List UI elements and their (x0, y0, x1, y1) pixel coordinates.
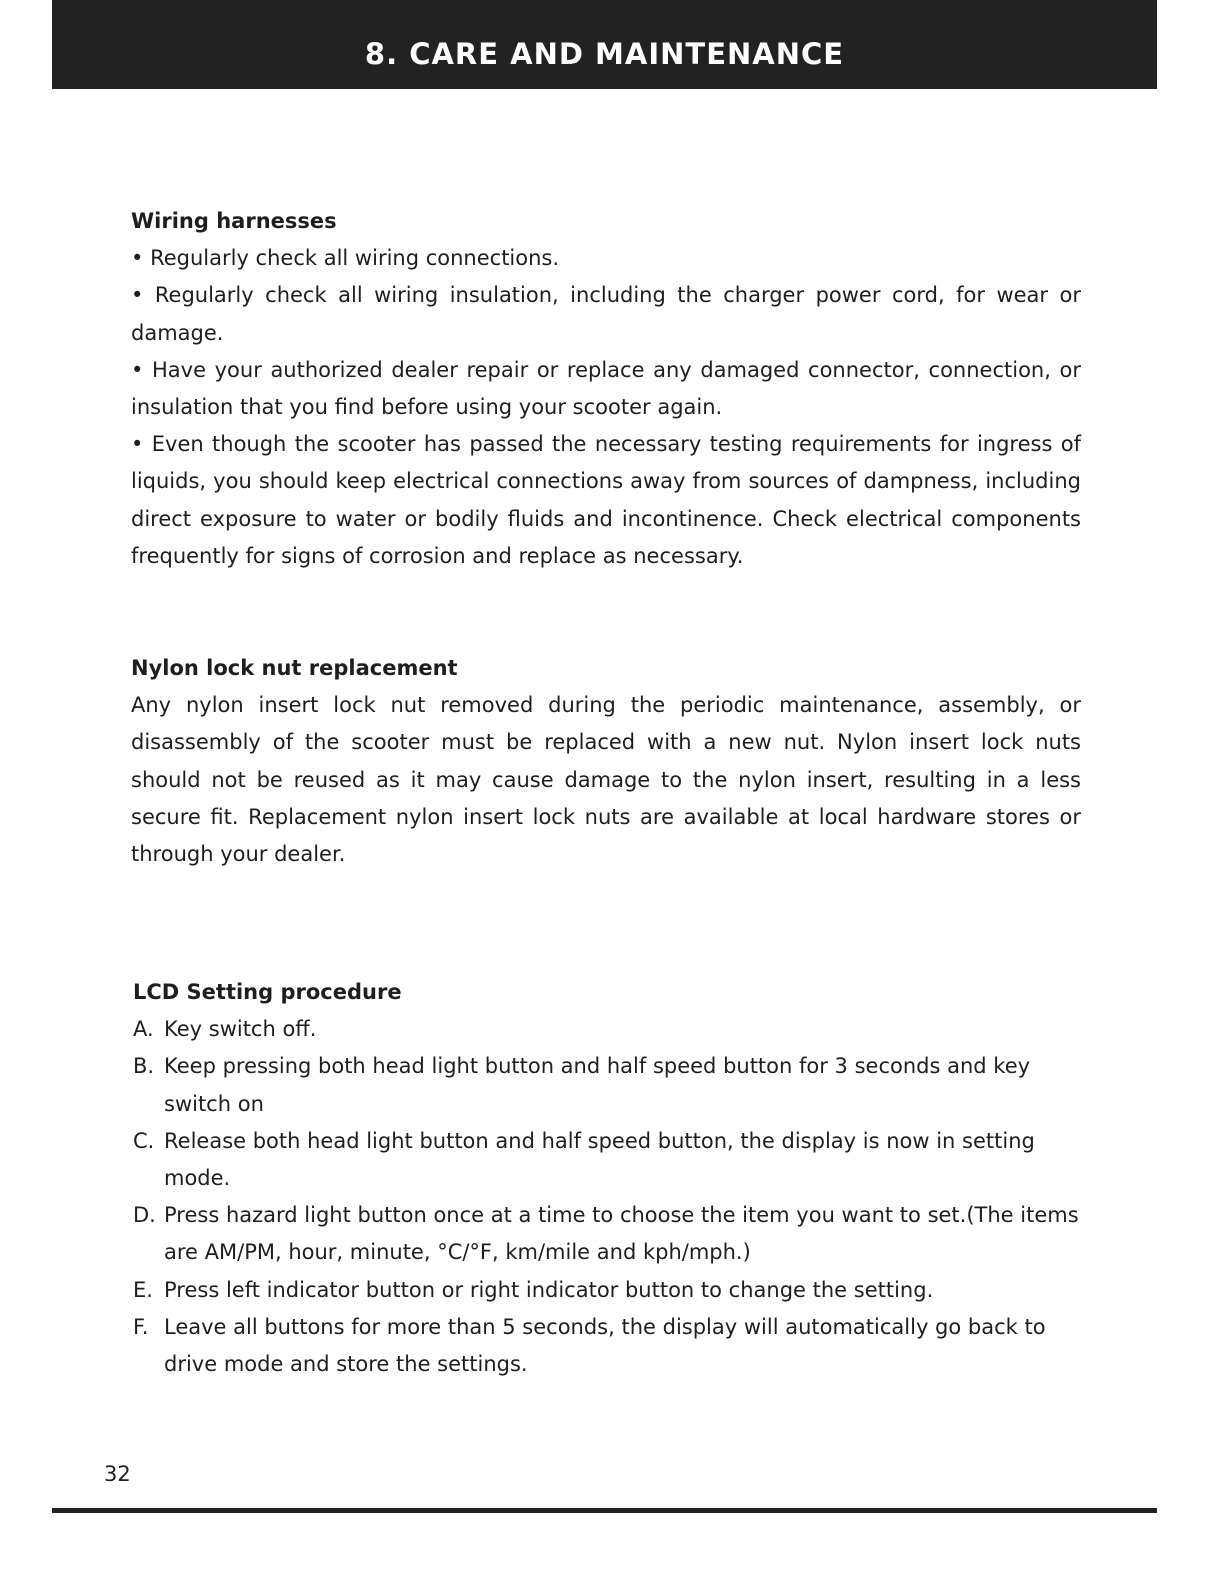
lcd-step (133, 1123, 1098, 1197)
nylon-lock-nut-body: Any nylon insert lock nut removed during the periodic maintenance, assembly, or disassembly of the scooter must be replaced with a new nut. Nylon insert lock nuts should not be reused as it may cause damage to the nylon insert, resulting in a less secure fit. Replacement nylon insert lock nuts are available at local hardware stores or through your dealer. (131, 693, 1081, 867)
lcd-step (133, 1309, 1098, 1383)
nylon-lock-nut-heading: Nylon lock nut replacement (131, 656, 458, 680)
wiring-bullet-text: Have your authorized dealer repair or replace any damaged connector, connection, or insulation that you find before using your scooter again. (131, 357, 1081, 420)
wiring-bullet-text: Regularly check all wiring insulation, including the charger power cord, for wear or damage. (131, 283, 1081, 345)
nylon-lock-nut-section (131, 650, 1081, 873)
step-letter: C. (133, 1128, 155, 1153)
wiring-harnesses-heading: Wiring harnesses (131, 209, 337, 233)
step-text: Keep pressing both head light button and half speed button for 3 seconds and key switch on (164, 1054, 1031, 1116)
bullet-dot-icon: • (131, 432, 144, 457)
lcd-step (133, 1197, 1098, 1271)
wiring-harnesses-section (131, 203, 1081, 575)
step-letter: B. (133, 1054, 155, 1079)
chapter-header-bar (52, 0, 1157, 89)
lcd-step (133, 1048, 1098, 1122)
bullet-dot-icon: • (131, 357, 144, 382)
step-text: Press hazard light button once at a time to choose the item you want to set.(The items are AM/PM, hour, minute, °C/°F, km/mile and kph/mph.) (164, 1203, 1079, 1265)
step-text: Key switch off. (164, 1017, 317, 1042)
step-letter: D. (133, 1203, 156, 1228)
step-letter: A. (133, 1017, 154, 1042)
chapter-title: 8. CARE AND MAINTENANCE (364, 36, 845, 71)
lcd-setting-heading: LCD Setting procedure (133, 980, 402, 1004)
wiring-bullet-text: Even though the scooter has passed the necessary testing requirements for ingress of liquids, you should keep electrical connections away from sources of dampness, including direct exposure to water or bodily fluids and incontinence. Check electrical components frequently for signs of corrosion and replace as necessary. (131, 432, 1081, 568)
step-letter: F. (133, 1314, 149, 1339)
step-text: Leave all buttons for more than 5 seconds, the display will automatically go back to drive mode and store the settings. (164, 1314, 1046, 1377)
wiring-bullet-4 (131, 426, 1081, 575)
bullet-dot-icon: • (131, 246, 144, 271)
lcd-step (133, 1272, 1098, 1309)
wiring-bullet-text: Regularly check all wiring connections. (150, 246, 560, 271)
page-number: 32 (104, 1462, 131, 1486)
step-text: Press left indicator button or right indicator button to change the setting. (164, 1277, 934, 1302)
lcd-setting-section (133, 974, 1098, 1383)
wiring-bullet-3 (131, 352, 1081, 426)
bullet-dot-icon: • (131, 283, 144, 308)
step-letter: E. (133, 1277, 153, 1302)
step-text: Release both head light button and half speed button, the display is now in setting mode. (164, 1128, 1035, 1191)
lcd-step (133, 1011, 1098, 1048)
wiring-bullet-2 (131, 277, 1081, 351)
wiring-bullet-1 (131, 240, 1081, 277)
footer-rule (52, 1508, 1157, 1513)
